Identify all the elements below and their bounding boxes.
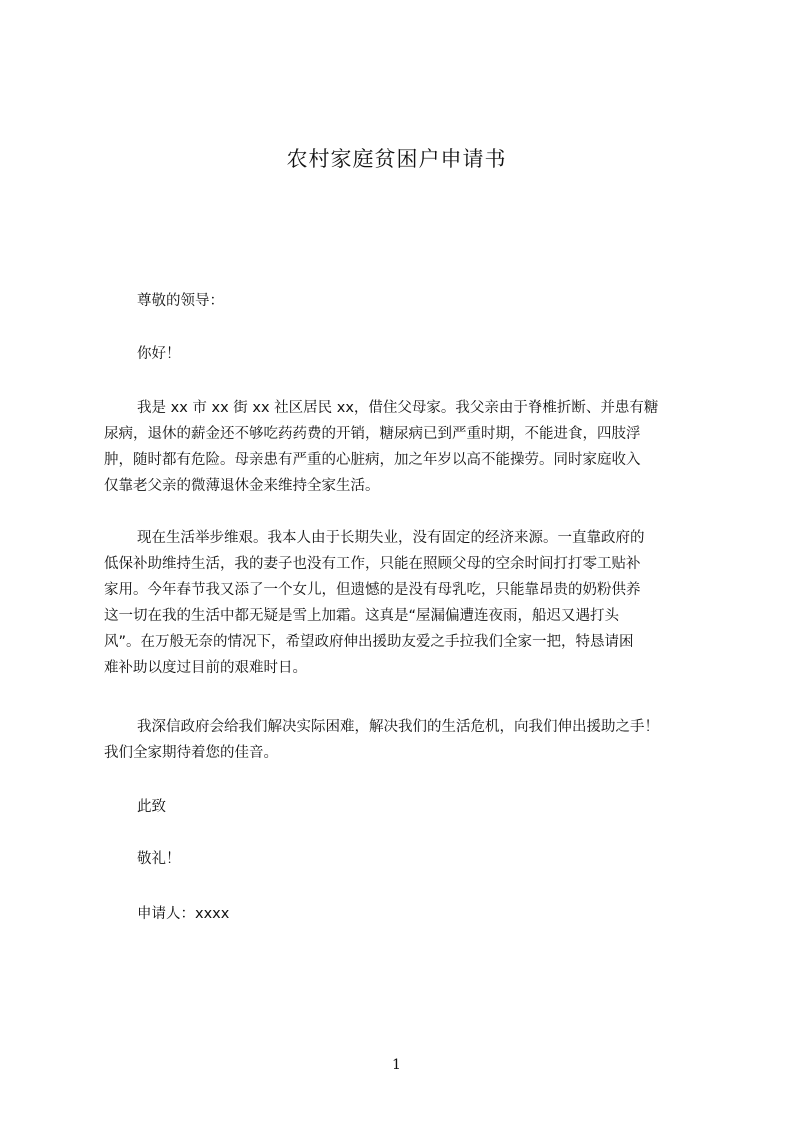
salutation: 尊敬的领导：	[137, 293, 224, 309]
paragraph-hardship	[104, 525, 704, 681]
paragraph-line: 尿病，退休的薪金还不够吃药药费的开销，糖尿病已到严重时期，不能进食，四肢浮	[104, 426, 641, 442]
page-number: 1	[392, 1057, 401, 1073]
paragraph-line: 我们全家期待着您的佳音。	[104, 745, 278, 761]
paragraph-family-situation	[104, 395, 704, 499]
paragraph-line: 难补助以度过目前的艰难时日。	[104, 660, 307, 676]
paragraph-line: 我深信政府会给我们解决实际困难，解决我们的生活危机，向我们伸出援助之手！	[137, 719, 659, 735]
greeting: 你好！	[137, 346, 181, 362]
paragraph-line: 我是 xx 市 xx 街 xx 社区居民 xx，借住父母家。我父亲由于脊椎折断、并患有糖	[137, 400, 659, 416]
paragraph-line: 现在生活举步维艰。我本人由于长期失业，没有固定的经济来源。一直靠政府的	[137, 530, 645, 546]
regards: 敬礼！	[137, 851, 181, 867]
paragraph-line: 低保补助维持生活，我的妻子也没有工作，只能在照顾父母的空余时间打打零工贴补	[104, 556, 641, 572]
paragraph-appeal	[104, 714, 704, 766]
document-title: 农村家庭贫困户申请书	[286, 147, 507, 171]
paragraph-line: 仅靠老父亲的微薄退休金来维持全家生活。	[104, 478, 380, 494]
paragraph-line: 风”。在万般无奈的情况下，希望政府伸出援助友爱之手拉我们全家一把，特恳请困	[104, 634, 634, 650]
signature: 申请人：xxxx	[137, 906, 230, 922]
paragraph-line: 肿，随时都有危险。母亲患有严重的心脏病，加之年岁以高不能操劳。同时家庭收入	[104, 452, 641, 468]
paragraph-line: 家用。今年春节我又添了一个女儿，但遗憾的是没有母乳吃，只能靠昂贵的奶粉供养	[104, 582, 641, 598]
paragraph-line: 这一切在我的生活中都无疑是雪上加霜。这真是“屋漏偏遭连夜雨，船迟又遇打头	[104, 608, 620, 624]
closing: 此致	[137, 799, 166, 815]
